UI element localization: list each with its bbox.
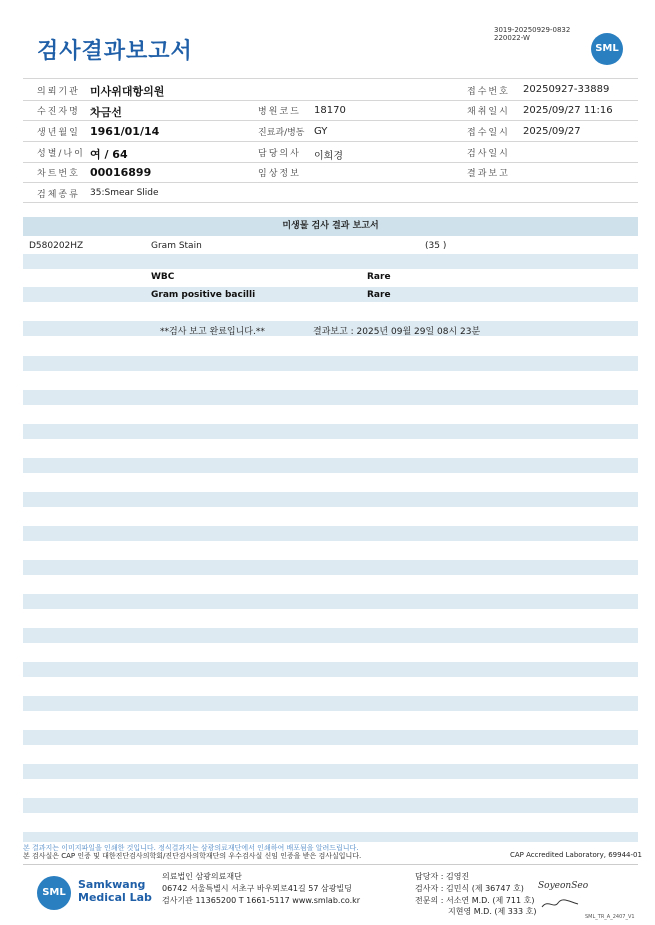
divider [23,78,638,79]
test-name: Gram Stain [151,241,202,251]
result-value: Rare [367,272,391,282]
version-text: SML_TR_A_2407_V1 [585,914,635,920]
ward-code-value: 18170 [314,105,346,116]
divider [23,162,638,163]
divider [23,141,638,142]
divider [23,120,638,121]
divider [23,182,638,183]
report-complete: **검사 보고 완료입니다.** [160,327,265,337]
collect-label: 채취일시 [467,107,510,117]
row-band [23,390,638,405]
row-band [23,424,638,439]
signature: SoyeonSeo [538,881,589,891]
clinical-label: 임상정보 [258,169,301,179]
report-title: 검사결과보고서 [37,39,193,64]
org-address: 06742 서울특별시 서초구 바우뫼로41길 57 삼광빌딩 [162,884,352,893]
hospital-value: 미사위대항의원 [90,85,165,98]
row-band [23,696,638,711]
doctor-label: 담당의사 [258,149,301,159]
exam-label: 검사일시 [467,149,510,159]
test-code: D580202HZ [29,241,84,251]
report-label: 결과보고 [467,169,510,179]
result-value: Rare [367,290,391,300]
row-band [23,526,638,541]
receipt-no-value: 20250927-33889 [523,84,610,95]
section-title: 미생물 검사 결과 보고서 [23,217,638,236]
result-name: WBC [151,272,175,282]
sex-label: 성별/나이 [37,149,85,159]
brand-name: Samkwang Medical Lab [78,878,152,904]
staff-line: 전문의 : 서소연 M.D. (제 711 호) [415,896,535,905]
test-count: (35 ) [425,241,447,251]
row-band [23,594,638,609]
row-band [23,662,638,677]
signature-icon [540,897,580,911]
chart-value: 00016899 [90,166,152,179]
report-time: 결과보고 : 2025년 09월 29일 08시 23분 [313,327,481,337]
sex-value: 여 / 64 [90,148,128,161]
document-id: 3019-20250929-0832 220022-W [494,26,571,42]
row-band [23,628,638,643]
row-band [23,356,638,371]
cap-text: CAP Accredited Laboratory, 69944-01 [510,851,642,859]
collect-value: 2025/09/27 11:16 [523,105,613,116]
org-contact: 검사기관 11365200 T 1661-5117 www.smlab.co.kr [162,896,361,905]
row-band [23,798,638,813]
ward-code-label: 병원코드 [258,107,301,117]
row-band [23,764,638,779]
receipt-date-label: 접수일시 [467,128,510,138]
chart-label: 차트번호 [37,169,80,179]
row-band [23,832,638,842]
staff-line: 검사자 : 김민식 (제 36747 호) [415,884,524,893]
sml-logo-icon: SML [37,876,71,910]
divider [23,202,638,203]
sml-logo-icon: SML [591,33,623,65]
hospital-label: 의뢰기관 [37,87,80,97]
row-band [23,560,638,575]
row-band [23,458,638,473]
notice-text: 본 결과지는 이미지파일을 인쇄한 것입니다. 정식결과지는 삼광의료재단에서 인쇄하여 배포됨을 알려드립니다. [23,844,359,852]
org-name: 의료법인 삼광의료재단 [162,872,242,881]
dob-value: 1961/01/14 [90,125,160,138]
dept-value: GY [314,126,328,137]
doctor-value: 이희경 [314,151,343,162]
divider [23,100,638,101]
dob-label: 생년월일 [37,128,80,138]
dept-label: 진료과/병동 [258,128,305,138]
patient-value: 차금선 [90,106,122,119]
row-band [23,492,638,507]
patient-label: 수진자명 [37,107,80,117]
row-band [23,287,638,302]
specimen-label: 검체종류 [37,190,80,200]
notice-text: 본 검사실은 CAP 인증 및 대한진단검사의학회/진단검사의학재단의 우수검사실 신임 인증을 받은 검사실입니다. [23,852,362,860]
row-band [23,254,638,269]
specimen-value: 35:Smear Slide [90,188,159,198]
staff-line: 지현영 M.D. (제 333 호) [448,907,537,916]
staff-line: 담당자 : 김영진 [415,872,470,881]
receipt-no-label: 접수번호 [467,87,510,97]
divider [23,864,638,865]
result-name: Gram positive bacilli [151,290,256,300]
row-band [23,730,638,745]
receipt-date-value: 2025/09/27 [523,126,581,137]
